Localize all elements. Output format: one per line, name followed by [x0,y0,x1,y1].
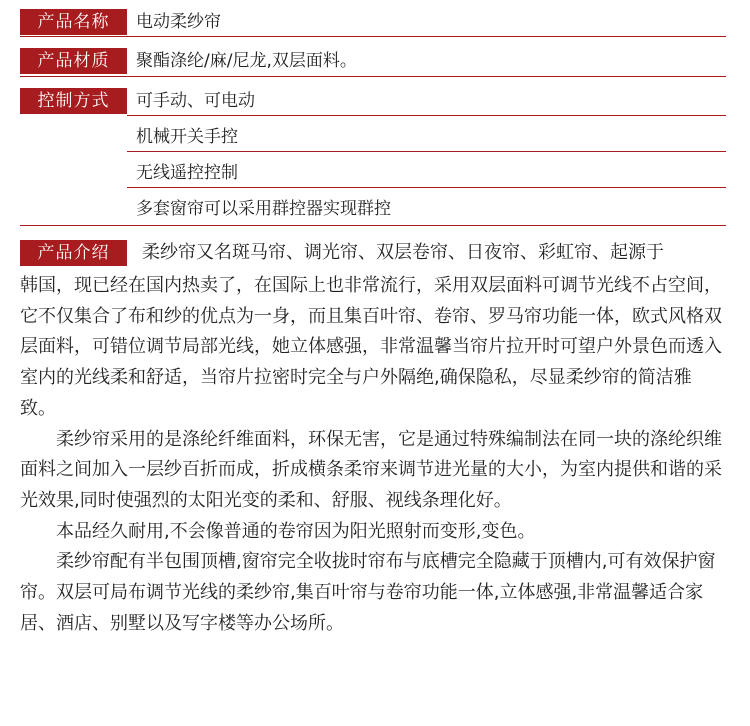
divider-rule [127,115,726,116]
control-option: 无线遥控控制 [136,163,238,183]
intro-body [20,271,726,639]
divider-rule [20,36,726,37]
divider-rule [127,187,726,188]
intro-paragraph: 柔纱帘采用的是涤纶纤维面料，环保无害，它是通过特殊编制法在同一块的涤纶织维面料之间加入一层纱百折而成，折成横条柔帘来调节进光量的大小，为室内提供和谐的采光效果,同时使强烈的太阳光变的柔和、舒服、视线条理化好。 [20,428,722,511]
intro-paragraph: 柔纱帘配有半包围顶槽,窗帘完全收拢时帘布与底槽完全隐藏于顶槽内,可有效保护窗帘。双层可局布调节光线的柔纱帘,集百叶帘与卷帘功能一体,立体感强,非常温馨适合家居、酒店、别墅以及写字楼等办公场所。 [20,551,716,634]
intro-lead-text: 柔纱帘又名斑马帘、调光帘、双层卷帘、日夜帘、彩虹帘、起源于 [142,242,664,263]
product-intro-label: 产品介绍 [20,240,127,266]
intro-paragraph: 韩国，现已经在国内热卖了，在国际上也非常流行，采用双层面料可调节光线不占空间，它不仅集合了布和纱的优点为一身，而且集百叶帘、卷帘、罗马帘功能一体，欧式风格双层面料，可错位调节局部光线，她立体感强，非常温馨当帘片拉开时可望户外景色而透入室内的光线柔和舒适，当帘片拉密时完全与户外隔绝,确保隐私，尽显柔纱帘的简洁雅致。 [20,275,722,419]
control-option: 可手动、可电动 [136,91,255,111]
divider-rule [20,225,726,226]
product-material-label: 产品材质 [20,48,127,74]
control-option: 多套窗帘可以采用群控器实现群控 [136,199,391,219]
product-material-value: 聚酯涤纶/麻/尼龙,双层面料。 [136,51,357,71]
product-name-value: 电动柔纱帘 [136,12,221,32]
control-method-label: 控制方式 [20,88,127,114]
divider-rule [127,151,726,152]
divider-rule [20,76,726,77]
control-option: 机械开关手控 [136,127,238,147]
product-name-label: 产品名称 [20,9,127,35]
intro-paragraph: 本品经久耐用,不会像普通的卷帘因为阳光照射而变形,变色。 [56,520,536,542]
